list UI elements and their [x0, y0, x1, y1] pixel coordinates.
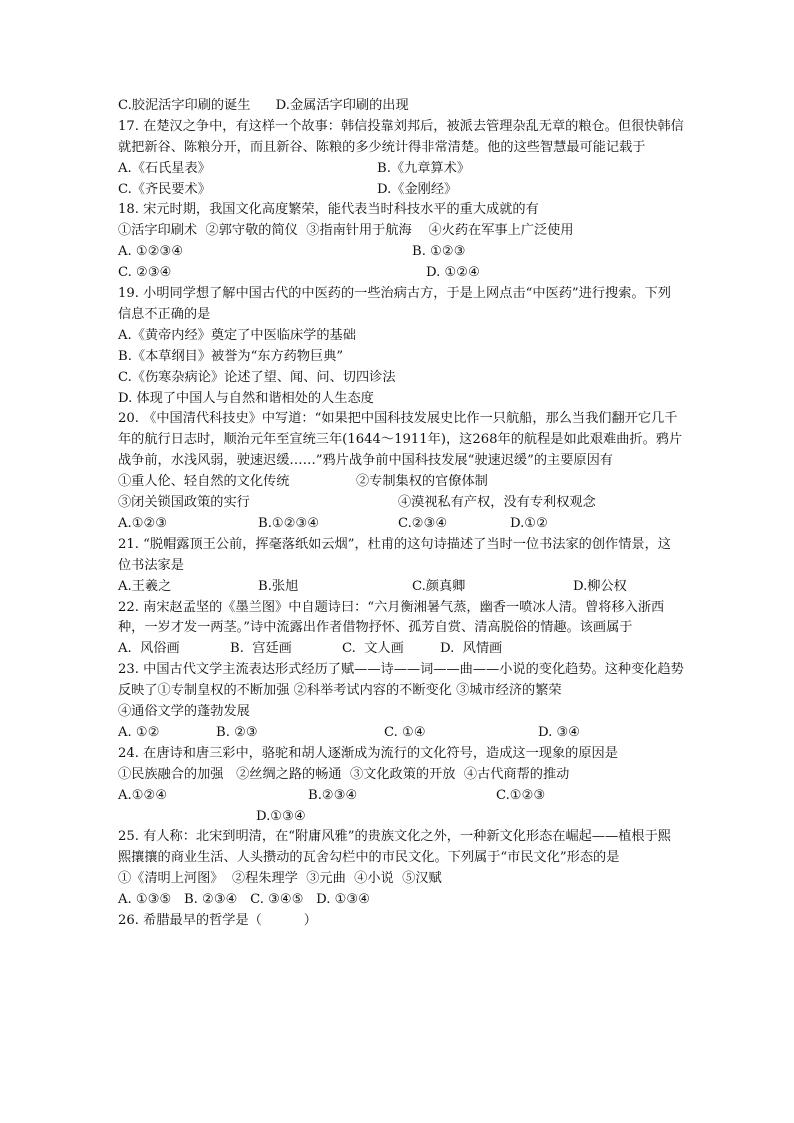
- q21-option-d[interactable]: D.柳公权: [573, 578, 627, 594]
- q24-option-c[interactable]: C.①②③: [496, 787, 546, 803]
- q23-option-a[interactable]: A. ①②: [118, 724, 160, 740]
- q20-items-row1: [118, 472, 684, 493]
- q17-option-d[interactable]: D.《金刚经》: [377, 181, 458, 197]
- q24-option-a[interactable]: A.①②④: [118, 787, 168, 803]
- q22-option-d[interactable]: D. 风情画: [440, 641, 503, 657]
- q24-items: ①民族融合的加强 ②丝绸之路的畅通 ③文化政策的开放 ④古代商帮的推动: [118, 766, 570, 782]
- q21-stem: 21. “脱帽露顶王公前，挥毫落纸如云烟”，杜甫的这句诗描述了当时一位书法家的创作情景，这位书法家是: [118, 536, 671, 573]
- q23-item-4: ④通俗文学的蓬勃发展: [118, 704, 250, 720]
- q20-item-1: ①重人伦、轻自然的文化传统: [118, 474, 290, 490]
- q18-options-row1: [118, 242, 684, 263]
- q22-stem: 22. 南宋赵孟坚的《墨兰图》中自题诗曰：“六月衡湘暑气蒸，幽香一喷冰人清。曾将移入浙西种，一岁才发一两茎。”诗中流露出作者借物抒怀、孤芳自赏、清高脱俗的情趣。该画属于: [118, 599, 665, 636]
- q20-item-4: ④漠视私有产权，没有专利权观念: [398, 495, 596, 511]
- q24-option-b[interactable]: B.②③④: [308, 787, 358, 803]
- q21-option-c[interactable]: C.颜真卿: [412, 578, 466, 594]
- q19-option-c[interactable]: C.《伤寒杂病论》论述了望、闻、问、切四诊法: [118, 369, 396, 385]
- q19-stem: 19. 小明同学想了解中国古代的中医药的一些治病古方，于是上网点击“中医药”进行搜索。下列信息不正确的是: [118, 286, 671, 322]
- q21-options: [118, 577, 684, 598]
- q23-stem: 23. 中国古代文学主流表达形式经历了赋——诗——词——曲——小说的变化趋势。这种变化趋势反映了①专制皇权的不断加强 ②科举考试内容的不断变化 ③城市经济的繁荣: [118, 662, 684, 699]
- q18-options-row2: [118, 263, 684, 284]
- q19-option-d[interactable]: D. 体现了中国人与自然和谐相处的人生态度: [118, 390, 374, 406]
- q22-options: [118, 639, 684, 660]
- q23-option-b[interactable]: B. ②③: [216, 724, 258, 740]
- q20-option-b[interactable]: B.①②③④: [258, 515, 320, 531]
- q18-option-b[interactable]: B. ①②③: [412, 244, 466, 260]
- q17-stem: 17. 在楚汉之争中，有这样一个故事：韩信投靠刘邦后，被派去管理杂乱无章的粮仓。但很快韩信就把新谷、陈粮分开，而且新谷、陈粮的多少统计得非常清楚。他的这些智慧最可能记载于: [118, 118, 684, 155]
- q17-option-b[interactable]: B.《九章算术》: [377, 160, 471, 176]
- q18-option-d[interactable]: D. ①②④: [426, 265, 480, 281]
- q24-stem: 24. 在唐诗和唐三彩中，骆驼和胡人逐渐成为流行的文化符号，造成这一现象的原因是: [118, 745, 618, 761]
- q19-option-a[interactable]: A.《黄帝内经》奠定了中医临床学的基础: [118, 327, 356, 343]
- q18-option-c[interactable]: C. ②③④: [118, 265, 172, 281]
- q16-options-tail: C.胶泥活字印刷的诞生 D.金属活字印刷的出现: [118, 98, 409, 113]
- q20-option-d[interactable]: D.①②: [510, 515, 548, 531]
- q18-stem: 18. 宋元时期，我国文化高度繁荣，能代表当时科技水平的重大成就的有: [118, 202, 539, 218]
- q20-option-a[interactable]: A.①②③: [118, 515, 168, 531]
- q23-option-c[interactable]: C. ①④: [384, 724, 426, 740]
- q25-options[interactable]: A. ①③⑤ B. ②③④ C. ③④⑤ D. ①③④: [118, 892, 371, 908]
- q24-options-row1: [118, 786, 684, 807]
- q20-item-3: ③闭关锁国政策的实行: [118, 495, 250, 511]
- q26-stem: 26. 希腊最早的哲学是（ ）: [118, 912, 317, 928]
- q19-option-b[interactable]: B.《本草纲目》被誉为“东方药物巨典”: [118, 348, 344, 364]
- q25-items: ①《清明上河图》 ②程朱理学 ③元曲 ④小说 ⑤汉赋: [118, 871, 442, 887]
- q18-items: ①活字印刷术 ②郭守敬的简仪 ③指南针用于航海 ④火药在军事上广泛使用: [118, 223, 574, 239]
- q17-option-a[interactable]: A.《石氏星表》: [118, 160, 211, 176]
- q24-option-d[interactable]: D.①③④: [256, 808, 306, 824]
- exam-page: [118, 96, 684, 932]
- q17-option-c[interactable]: C.《齐民要术》: [118, 181, 211, 197]
- q20-items-row2: [118, 493, 684, 514]
- q17-options-row2: [118, 180, 684, 201]
- q25-stem: 25. 有人称：北宋到明清，在“附庸风雅”的贵族文化之外，一种新文化形态在崛起——植根于熙熙攘攘的商业生活、人头攒动的瓦舍勾栏中的市民文化。下列属于“市民文化”形态的是: [118, 829, 671, 866]
- q20-options: [118, 514, 684, 535]
- q20-stem: 20. 《中国清代科技史》中写道：“如果把中国科技发展史比作一只航船，那么当我们翻开它几千年的航行日志时，顺治元年至宣统三年(1644～1911年)，这268年的航程是如此艰难曲折。鸦片战争前，水浅风弱，驶速迟缓……”鸦片战争前中国科技发展“驶速迟缓”的主要原因有: [118, 411, 683, 469]
- q20-item-2: ②专制集权的官僚体制: [356, 474, 488, 490]
- q23-option-d[interactable]: D. ③④: [538, 724, 581, 740]
- q23-options: [118, 723, 684, 744]
- q24-options-row2: [118, 807, 684, 828]
- q17-options-row1: [118, 159, 684, 180]
- q22-option-b[interactable]: B. 宫廷画: [230, 641, 292, 657]
- q21-option-a[interactable]: A.王羲之: [118, 578, 172, 594]
- q22-option-a[interactable]: A. 风俗画: [118, 641, 180, 657]
- q20-option-c[interactable]: C.②③④: [398, 515, 448, 531]
- q22-option-c[interactable]: C. 文人画: [342, 641, 404, 657]
- q18-option-a[interactable]: A. ①②③④: [118, 244, 184, 260]
- q21-option-b[interactable]: B.张旭: [258, 578, 299, 594]
